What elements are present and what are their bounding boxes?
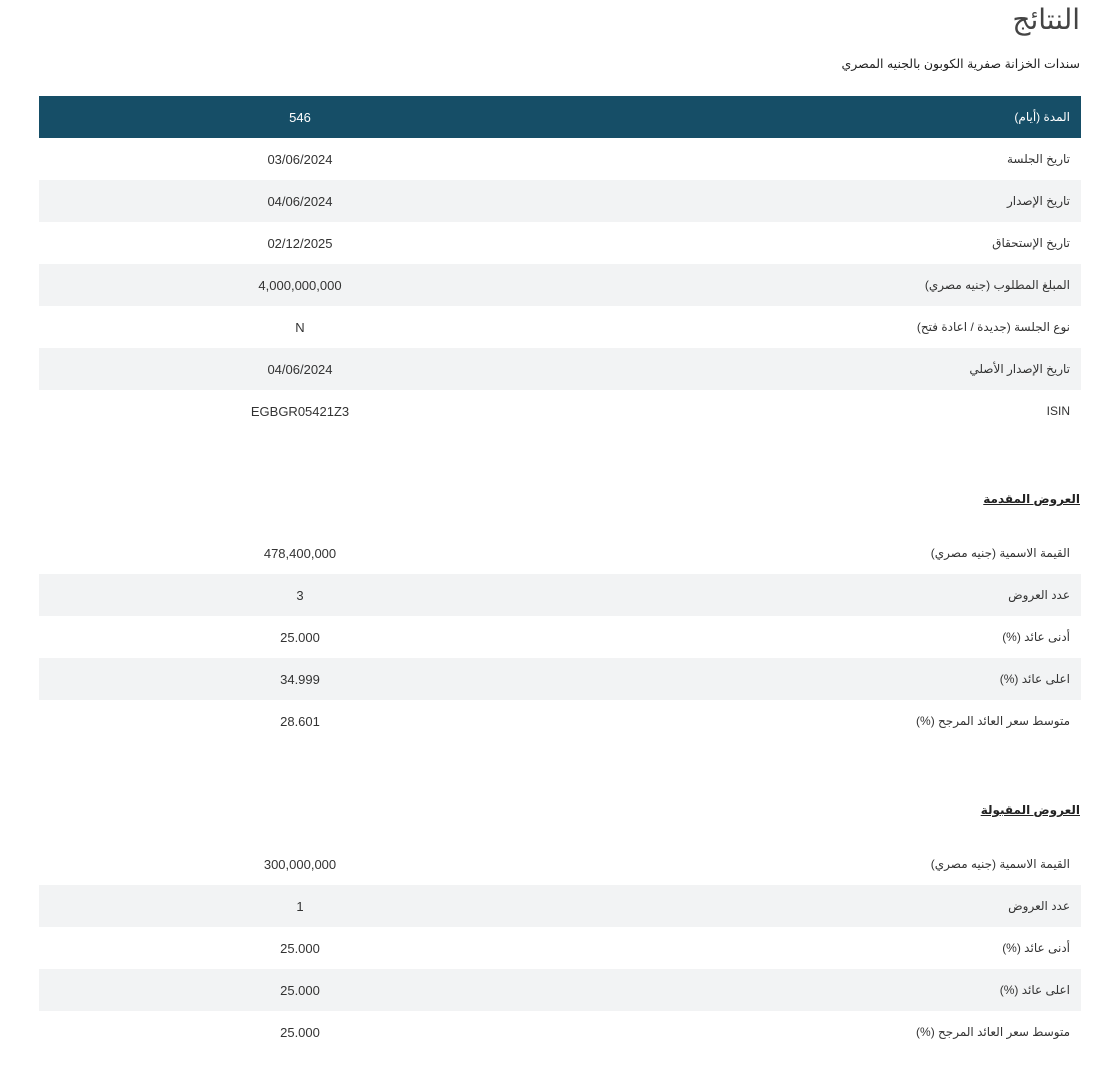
row-value: 25.000 — [280, 629, 320, 645]
row-value: N — [295, 319, 305, 335]
row-value: 3 — [39, 574, 561, 616]
row-value: 4,000,000,000 — [39, 264, 561, 306]
row-value: 03/06/2024 — [267, 151, 333, 167]
row-value: 25.000 — [39, 969, 561, 1011]
row-value: EGBGR05421Z3 — [250, 403, 350, 419]
table-row — [39, 843, 1081, 885]
table-row — [39, 532, 1081, 574]
row-value: 04/06/2024 — [39, 348, 561, 390]
table-header-row — [39, 96, 1081, 138]
table-row — [39, 264, 1081, 306]
table-row — [39, 138, 1081, 180]
row-value: 25.000 — [280, 940, 320, 956]
row-value: 28.601 — [280, 713, 320, 729]
row-label: ISIN — [1046, 404, 1070, 418]
row-label: عدد العروض — [561, 574, 1081, 616]
table-row — [39, 700, 1081, 742]
row-label: أدنى عائد (%) — [1002, 630, 1070, 644]
row-label: متوسط سعر العائد المرجح (%) — [916, 1025, 1070, 1039]
offered-bids-heading: العروض المقدمة — [983, 492, 1080, 506]
row-value: 04/06/2024 — [39, 180, 561, 222]
table-row — [39, 969, 1081, 1011]
row-value: 300,000,000 — [263, 856, 337, 872]
table-row — [39, 180, 1081, 222]
table-row — [39, 927, 1081, 969]
table-row — [39, 885, 1081, 927]
table-row — [39, 574, 1081, 616]
row-value: 34.999 — [39, 658, 561, 700]
row-value: 1 — [39, 885, 561, 927]
table-row — [39, 616, 1081, 658]
row-label: أدنى عائد (%) — [1002, 941, 1070, 955]
row-label: نوع الجلسة (جديدة / اعادة فتح) — [916, 320, 1070, 334]
row-label: تاريخ الجلسة — [1006, 152, 1070, 166]
table-row — [39, 348, 1081, 390]
row-value: 25.000 — [280, 1024, 320, 1040]
row-label: تاريخ الإصدار الأصلي — [561, 348, 1081, 390]
table-row — [39, 390, 1081, 432]
row-label: المبلغ المطلوب (جنيه مصري) — [561, 264, 1081, 306]
row-label: متوسط سعر العائد المرجح (%) — [916, 714, 1070, 728]
page-title: النتائج — [1012, 4, 1080, 35]
row-value: 546 — [39, 96, 561, 138]
row-label: تاريخ الإستحقاق — [992, 236, 1070, 250]
row-label: اعلى عائد (%) — [561, 658, 1081, 700]
row-label: القيمة الاسمية (جنيه مصري) — [930, 857, 1070, 871]
offered-bids-table — [39, 532, 1081, 742]
table-row — [39, 1011, 1081, 1053]
row-label: القيمة الاسمية (جنيه مصري) — [930, 546, 1070, 560]
page-subtitle: سندات الخزانة صفرية الكوبون بالجنيه المصري — [841, 57, 1080, 71]
row-value: 02/12/2025 — [267, 235, 333, 251]
row-label: اعلى عائد (%) — [561, 969, 1081, 1011]
row-value: 478,400,000 — [263, 545, 337, 561]
row-label: المدة (أيام) — [561, 96, 1081, 138]
row-label: عدد العروض — [561, 885, 1081, 927]
table-row — [39, 222, 1081, 264]
table-row — [39, 306, 1081, 348]
table-row — [39, 658, 1081, 700]
row-label: تاريخ الإصدار — [561, 180, 1081, 222]
accepted-bids-heading: العروض المقبولة — [980, 803, 1080, 817]
auction-details-table — [39, 96, 1081, 432]
accepted-bids-table — [39, 843, 1081, 1053]
